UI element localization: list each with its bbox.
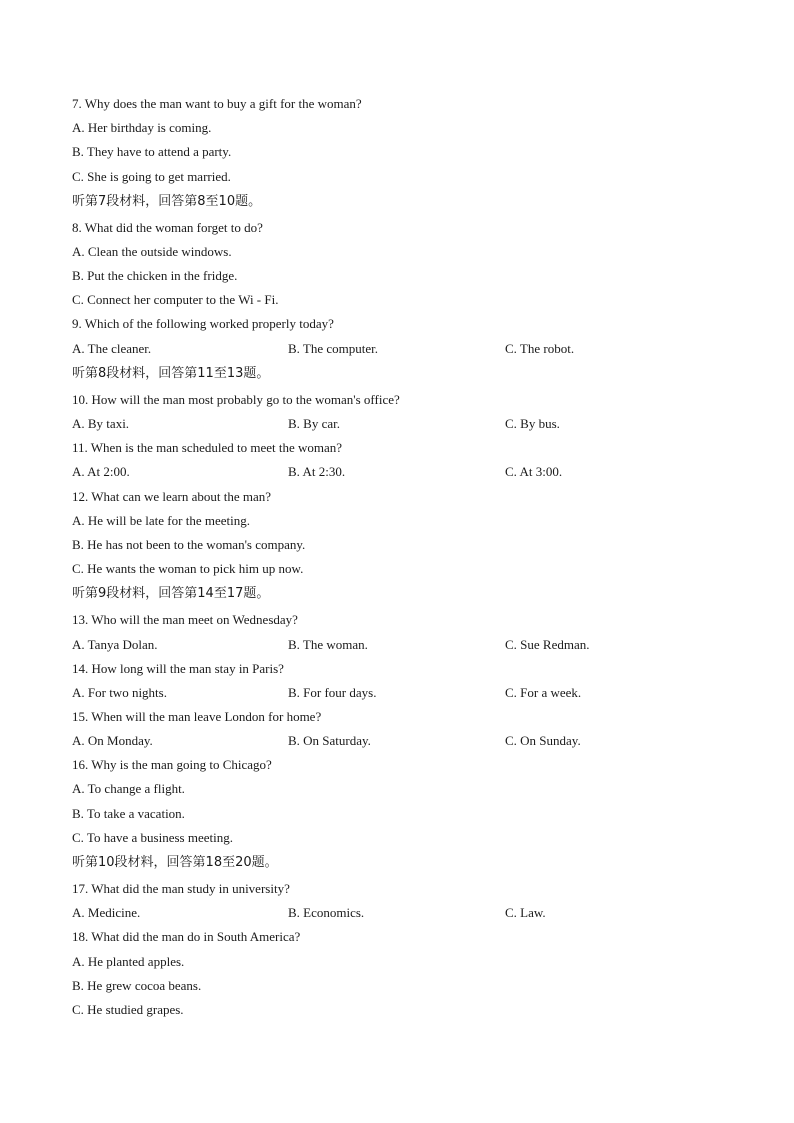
option-b: B. At 2:30.: [288, 464, 346, 479]
option-text: A. Her birthday is coming.: [72, 120, 212, 135]
option-c: C. At 3:00.: [505, 464, 563, 479]
option-c: C. Law.: [505, 905, 546, 920]
option-a: A. Medicine.: [72, 905, 141, 920]
option-text: A. Clean the outside windows.: [72, 244, 232, 259]
question-text: 7. Why does the man want to buy a gift for the woman?: [72, 96, 362, 111]
option-a: A. Tanya Dolan.: [72, 637, 158, 652]
question-text: 9. Which of the following worked properly today?: [72, 316, 334, 331]
option-text: B. They have to attend a party.: [72, 144, 232, 159]
question-text: 13. Who will the man meet on Wednesday?: [72, 612, 298, 627]
option-text: C. He wants the woman to pick him up now.: [72, 561, 304, 576]
section-instruction: 听第10段材料，回答第18至20题。: [72, 855, 278, 870]
option-text: B. He has not been to the woman's company.: [72, 537, 306, 552]
option-row: [0, 341, 794, 357]
option-b: B. By car.: [288, 416, 340, 431]
question-text: 18. What did the man do in South America?: [72, 929, 301, 944]
question-text: 8. What did the woman forget to do?: [72, 220, 263, 235]
option-row: [0, 733, 794, 749]
option-text: C. She is going to get married.: [72, 169, 231, 184]
option-a: A. The cleaner.: [72, 341, 152, 356]
question-text: 15. When will the man leave London for home?: [72, 709, 322, 724]
option-text: C. To have a business meeting.: [72, 830, 233, 845]
option-row: [0, 685, 794, 701]
option-b: B. Economics.: [288, 905, 365, 920]
option-row: [0, 905, 794, 921]
option-text: A. To change a flight.: [72, 781, 185, 796]
option-text: C. Connect her computer to the Wi - Fi.: [72, 292, 279, 307]
option-text: B. He grew cocoa beans.: [72, 978, 202, 993]
option-text: A. He planted apples.: [72, 954, 185, 969]
question-text: 17. What did the man study in university?: [72, 881, 290, 896]
option-text: C. He studied grapes.: [72, 1002, 184, 1017]
question-text: 10. How will the man most probably go to the woman's office?: [72, 392, 400, 407]
option-a: A. On Monday.: [72, 733, 153, 748]
question-text: 11. When is the man scheduled to meet the woman?: [72, 440, 343, 455]
option-b: B. The woman.: [288, 637, 368, 652]
option-b: B. For four days.: [288, 685, 377, 700]
option-a: A. At 2:00.: [72, 464, 130, 479]
option-text: A. He will be late for the meeting.: [72, 513, 250, 528]
option-row: [0, 416, 794, 432]
option-text: B. Put the chicken in the fridge.: [72, 268, 238, 283]
option-a: A. By taxi.: [72, 416, 130, 431]
question-text: 12. What can we learn about the man?: [72, 489, 272, 504]
option-a: A. For two nights.: [72, 685, 167, 700]
option-row: [0, 464, 794, 480]
option-text: B. To take a vacation.: [72, 806, 185, 821]
option-row: [0, 637, 794, 653]
option-b: B. The computer.: [288, 341, 379, 356]
option-c: C. For a week.: [505, 685, 582, 700]
section-instruction: 听第8段材料，回答第11至13题。: [72, 366, 270, 381]
option-b: B. On Saturday.: [288, 733, 371, 748]
option-c: C. By bus.: [505, 416, 560, 431]
option-c: C. The robot.: [505, 341, 575, 356]
option-c: C. On Sunday.: [505, 733, 581, 748]
section-instruction: 听第7段材料，回答第8至10题。: [72, 194, 262, 209]
question-text: 16. Why is the man going to Chicago?: [72, 757, 272, 772]
question-text: 14. How long will the man stay in Paris?: [72, 661, 284, 676]
option-c: C. Sue Redman.: [505, 637, 590, 652]
section-instruction: 听第9段材料，回答第14至17题。: [72, 586, 270, 601]
